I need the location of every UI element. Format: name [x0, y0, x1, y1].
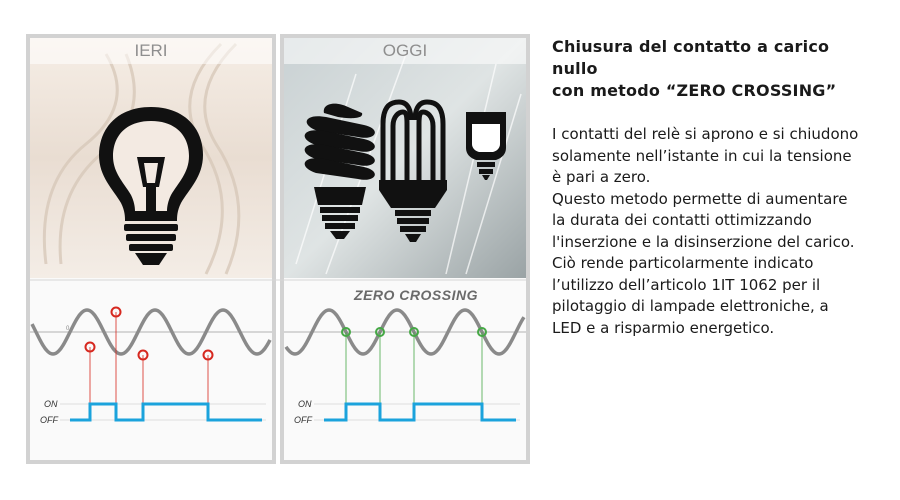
- comparison-figure: [26, 34, 530, 464]
- right-on-label: ON: [298, 399, 312, 409]
- description-line: Ciò rende particolarmente indicato: [552, 254, 814, 272]
- description-line: è pari a zero.: [552, 168, 651, 186]
- page-title: [552, 36, 872, 102]
- right-off-label: OFF: [294, 415, 312, 425]
- description-line: l'inserzione e la disinserzione del carico.: [552, 232, 855, 251]
- left-off-label: OFF: [40, 415, 58, 425]
- title-line-1: Chiusura del contatto a carico nullo: [552, 37, 830, 78]
- left-zero-mark: 0: [66, 326, 70, 332]
- description-line: l’utilizzo dell’articolo 1IT 1062 per il: [552, 275, 821, 294]
- left-panel-label: IERI: [134, 41, 168, 60]
- description-line: Questo metodo permette di aumentare: [552, 189, 848, 208]
- description-line: pilotaggio di lampade elettroniche, a: [552, 297, 829, 315]
- title-line-2: con metodo “ZERO CROSSING”: [552, 81, 837, 100]
- zero-crossing-label: ZERO CROSSING: [354, 287, 478, 303]
- description-block: [552, 36, 872, 339]
- description-line: solamente nell’istante in cui la tensione: [552, 146, 852, 165]
- description-paragraph: [552, 124, 872, 339]
- left-on-label: ON: [44, 399, 58, 409]
- description-line: LED e a risparmio energetico.: [552, 318, 775, 337]
- description-line: la durata dei contatti ottimizzando: [552, 211, 812, 229]
- right-panel-label: OGGI: [382, 41, 428, 60]
- description-line: I contatti del relè si aprono e si chiudono: [552, 125, 859, 143]
